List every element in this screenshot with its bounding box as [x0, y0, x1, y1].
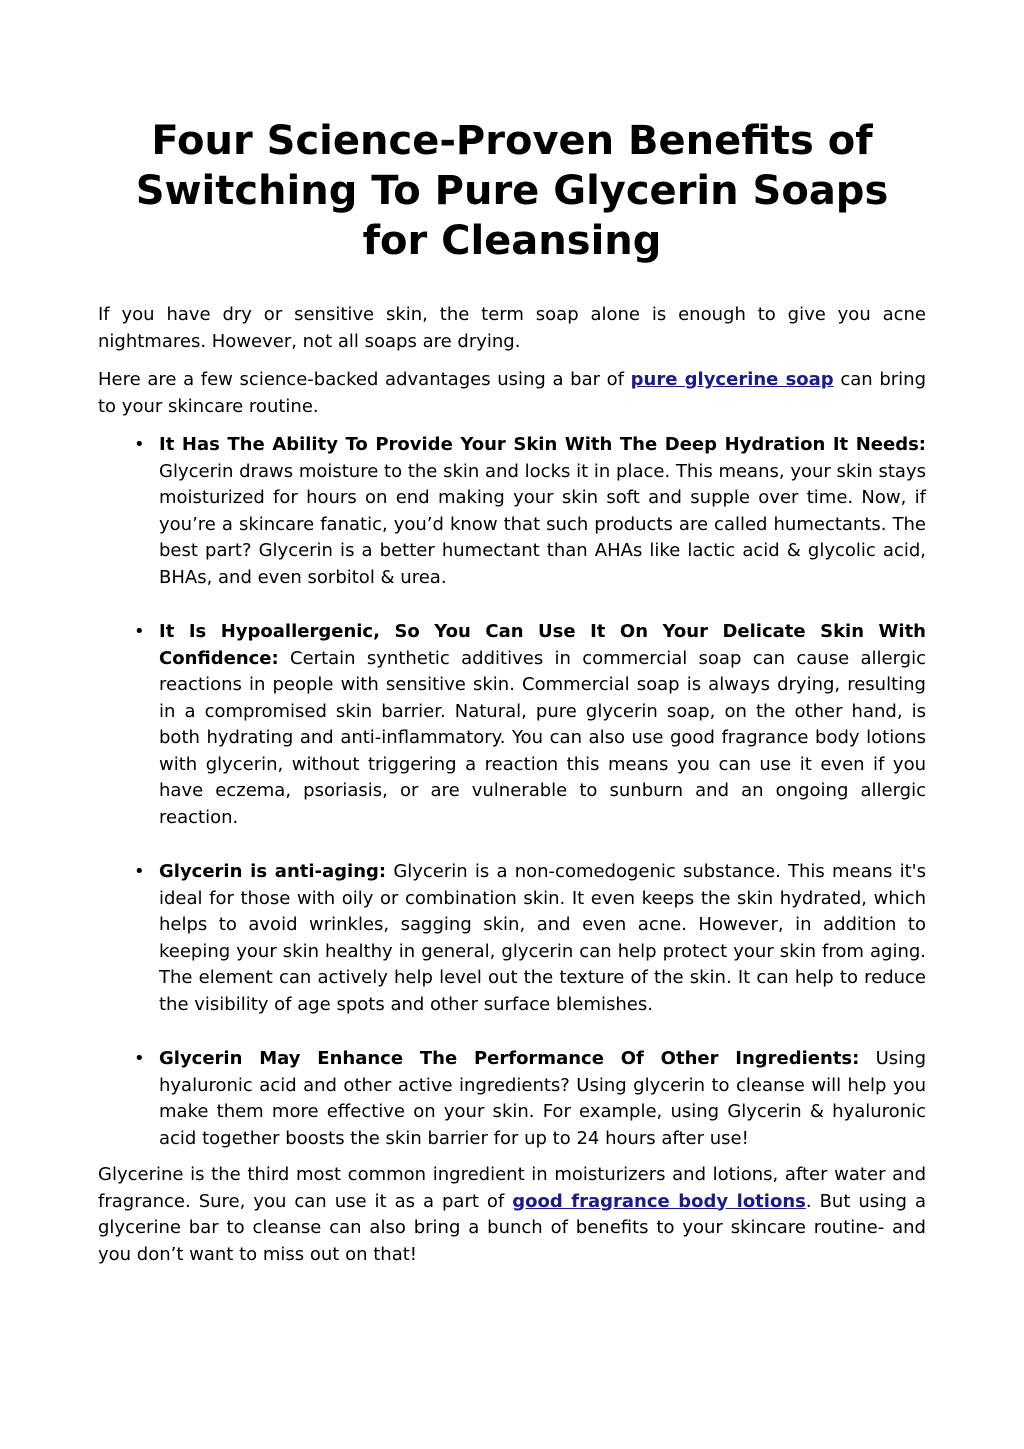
closing-text-after: . But using a glycerine bar to cleanse can also bring a bunch of benefits to your skincare routine- and you don’t want to miss out on that! [98, 1190, 926, 1265]
benefit-heading: It Has The Ability To Provide Your Skin With The Deep Hydration It Needs: [159, 434, 926, 455]
benefit-item-hydration [98, 432, 926, 591]
benefit-heading: Glycerin is anti-aging: [159, 861, 387, 882]
benefit-text: Glycerin draws moisture to the skin and locks it in place. This means, your skin stays moisturized for hours on end making your skin soft and supple over time. Now, if you’re a skincare fanatic, you’d know that such products are called humectants. The best part? Glycerin is a better humectant than AHAs like lactic acid & glycolic acid, BHAs, and even sorbitol & urea. [159, 460, 926, 588]
closing-text-before: Glycerine is the third most common ingredient in moisturizers and lotions, after water and fragrance. Sure, you can use it as a part of [98, 1164, 926, 1212]
advantages-paragraph [98, 367, 926, 420]
benefit-text: Certain synthetic additives in commercial soap can cause allergic reactions in people with sensitive skin. Commercial soap is always drying, resulting in a compromised skin barrier. Natural, pure glycerin soap, on the other hand, is both hydrating and anti-inflammatory. You can also use good fragrance body lotions with glycerin, without triggering a reaction this means you can use it even if you have eczema, psoriasis, or are vulnerable to sunburn and an ongoing allergic reaction. [159, 647, 926, 828]
bullet-icon: • [134, 434, 145, 455]
document-page [98, 116, 926, 1280]
benefit-item-anti-aging [98, 859, 926, 1018]
good-fragrance-body-lotions-link[interactable]: good fragrance body lotions [512, 1190, 806, 1212]
bullet-icon: • [134, 621, 145, 642]
closing-paragraph [98, 1162, 926, 1268]
benefit-heading: Glycerin May Enhance The Performance Of Other Ingredients: [159, 1048, 860, 1069]
benefit-heading: It Is Hypoallergenic, So You Can Use It On Your Delicate Skin With Confidence: [159, 621, 926, 669]
bullet-icon: • [134, 1048, 145, 1069]
benefits-list [98, 432, 926, 1152]
article-title: Four Science-Proven Benefits of Switching To Pure Glycerin Soaps for Cleansing [135, 118, 889, 264]
benefit-text: Using hyaluronic acid and other active ingredients? Using glycerin to cleanse will help you make them more effective on your skin. For example, using Glycerin & hyaluronic acid together boosts the skin barrier for up to 24 hours after use! [159, 1048, 927, 1149]
benefit-item-hypoallergenic [98, 619, 926, 831]
bullet-icon: • [134, 861, 145, 882]
intro-paragraph: If you have dry or sensitive skin, the term soap alone is enough to give you acne nightmares. However, not all soaps are drying. [98, 304, 926, 352]
advantages-text-after: can bring to your skincare routine. [98, 369, 926, 417]
advantages-text-before: Here are a few science-backed advantages using a bar of [98, 369, 631, 390]
pure-glycerine-soap-link[interactable]: pure glycerine soap [630, 369, 834, 390]
benefit-item-enhance-ingredients [98, 1046, 926, 1152]
benefit-text: Glycerin is a non-comedogenic substance. This means it's ideal for those with oily or combination skin. It even keeps the skin hydrated, which helps to avoid wrinkles, sagging skin, and even acne. However, in addition to keeping your skin healthy in general, glycerin can help protect your skin from aging. The element can actively help level out the texture of the skin. It can help to reduce the visibility of age spots and other surface blemishes. [159, 861, 926, 1015]
